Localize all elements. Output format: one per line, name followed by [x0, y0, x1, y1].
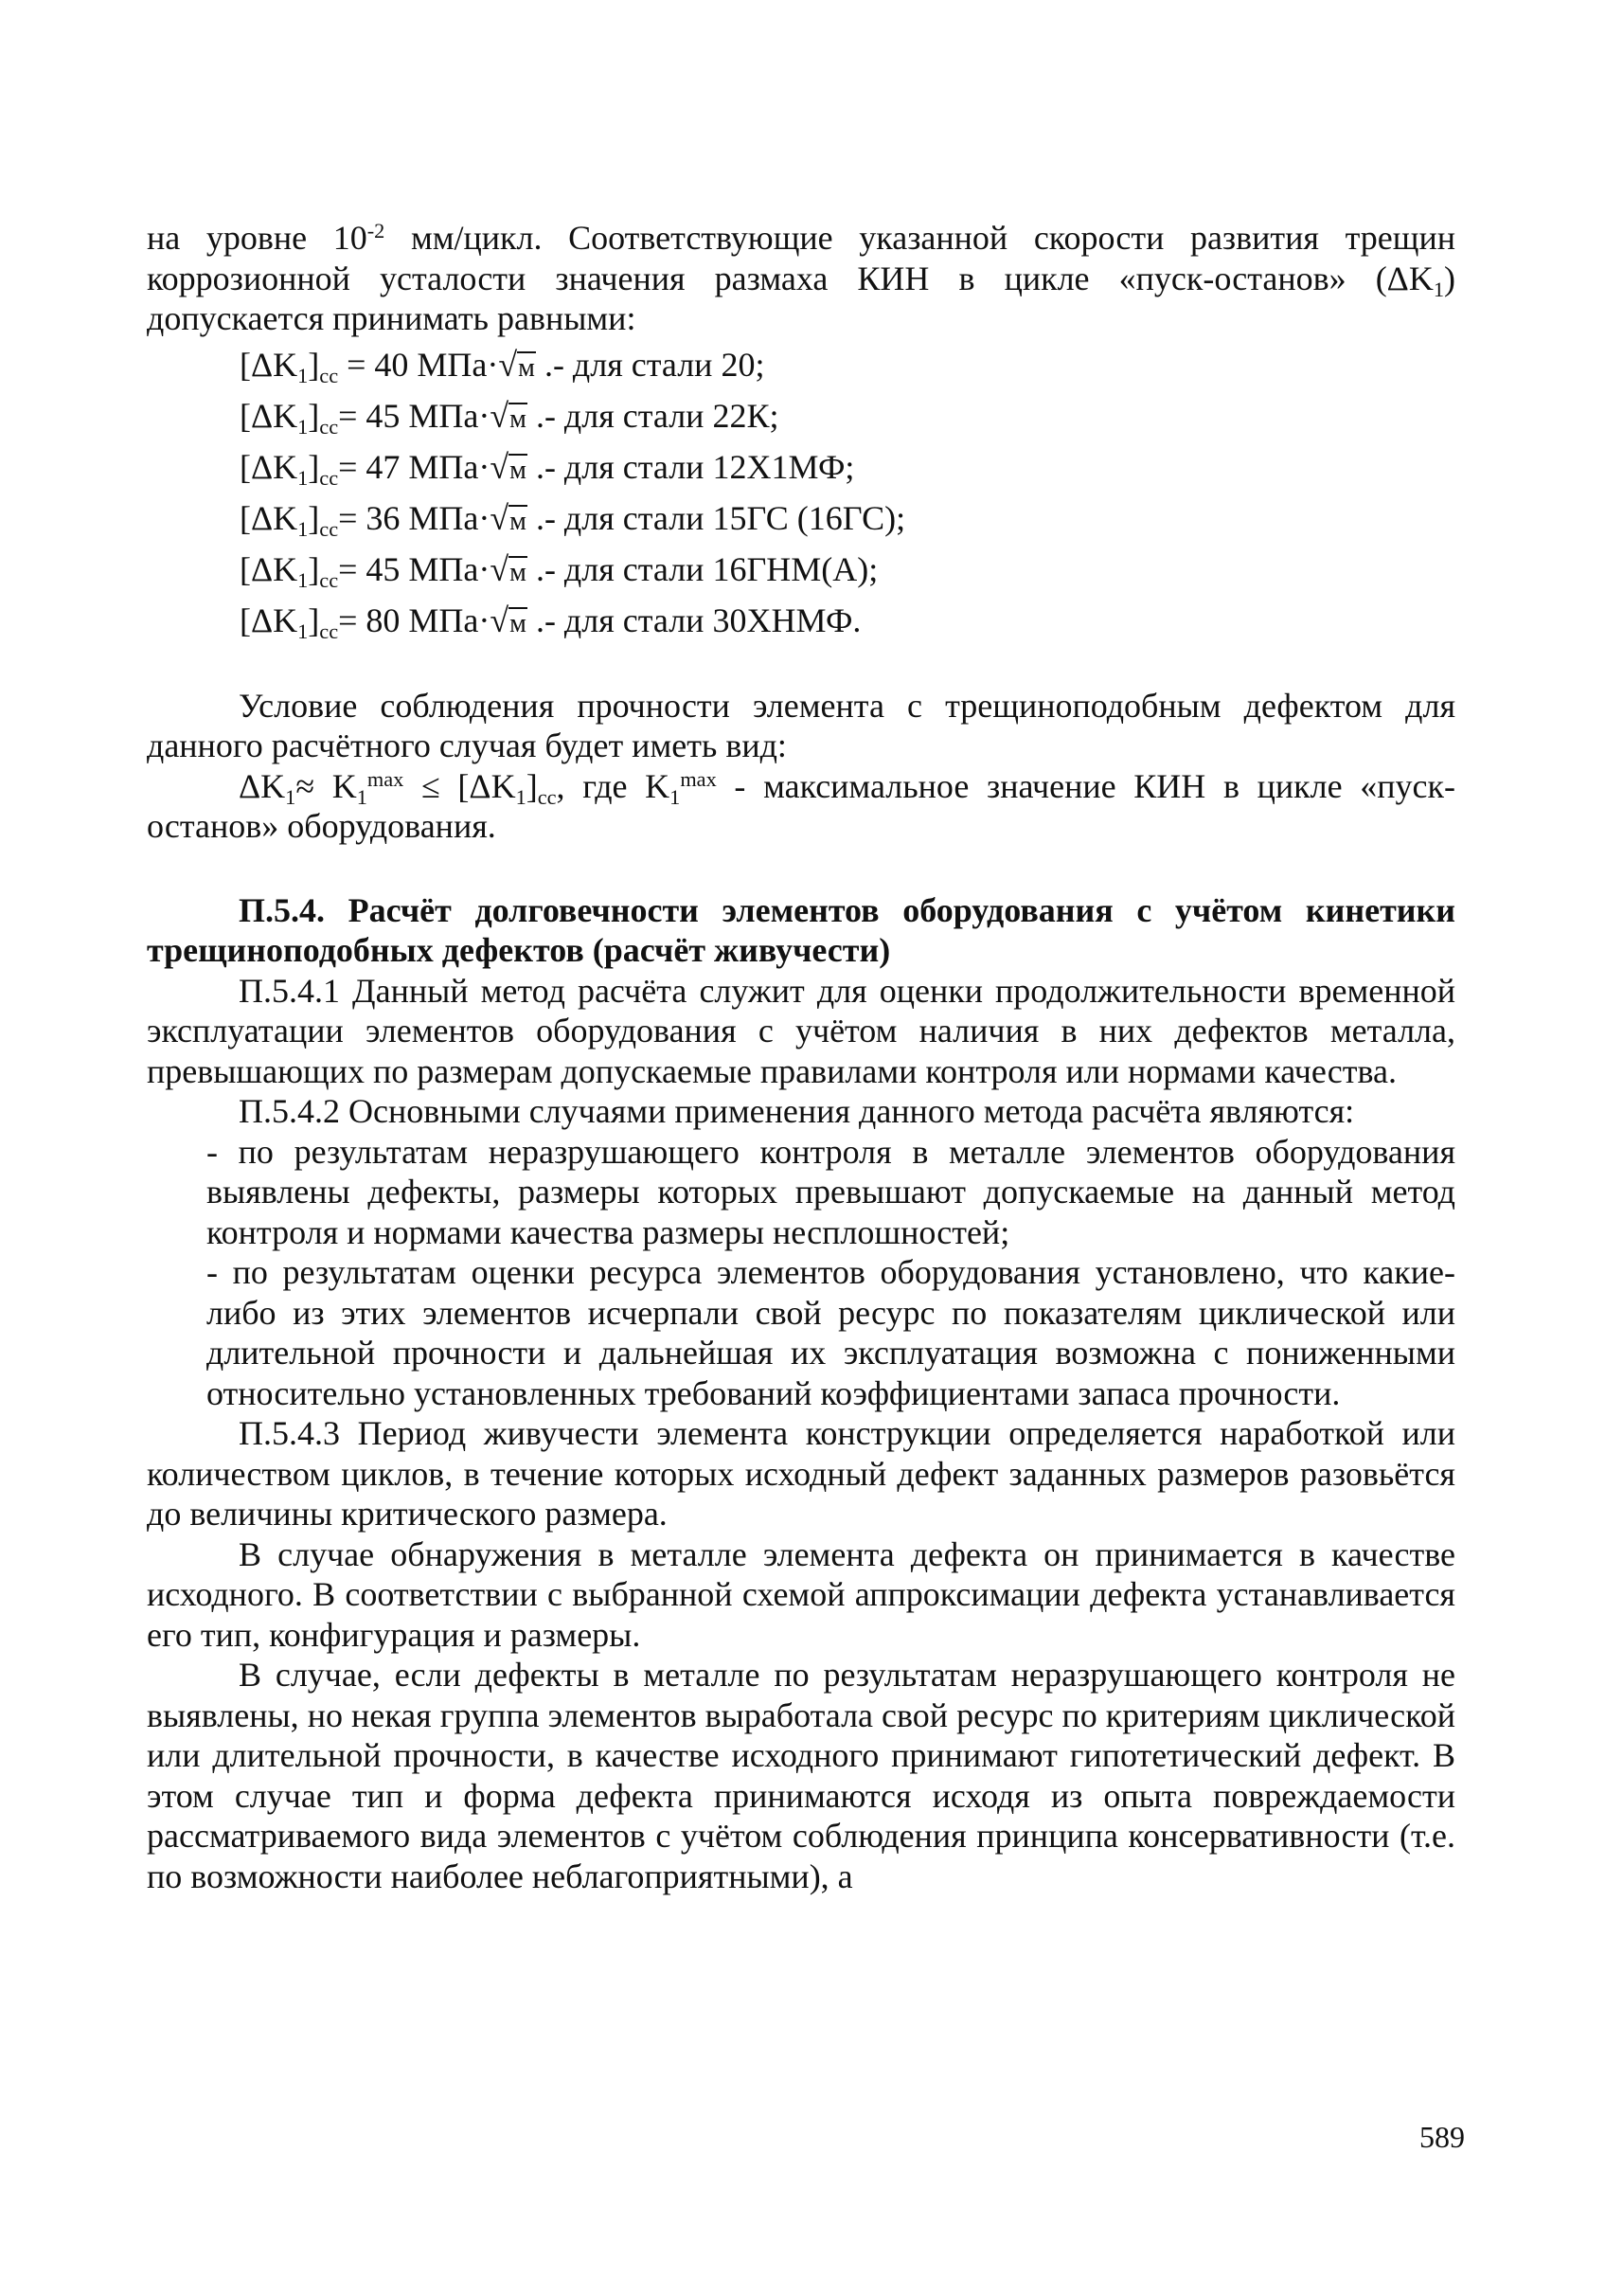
cond-rest: - максимальное значение КИН в цикле «пуск-останов» оборудования. [147, 766, 1456, 845]
formula-lhs: [ΔK [240, 345, 298, 384]
cond-where: , где K [556, 766, 670, 805]
cond-sub-cc: cc [537, 784, 557, 809]
paragraph-5-4-1: П.5.4.1 Данный метод расчёта служит для оценки продолжительности временной эксплуатации элементов оборудования с учётом наличия в них дефектов металла, превышающих по размерам допускаемые правилами контроля или нормами качества. [147, 971, 1455, 1090]
formula-steel: .- для стали 20; [535, 345, 765, 384]
sqrt-symbol: √м [490, 447, 526, 486]
formula-steel: .- для стали 22К; [526, 396, 779, 435]
formula-value: = 45 МПа· [338, 549, 490, 588]
page-body [147, 218, 1455, 1896]
formula-lhs: [ΔK [240, 549, 298, 588]
formula-sub-cc: cc [319, 619, 339, 643]
formula-sub-cc: cc [319, 465, 339, 490]
cond-sub: 1 [356, 784, 367, 809]
formula-steel: .- для стали 15ГС (16ГС); [526, 498, 906, 537]
formula-sub: 1 [297, 414, 309, 439]
sqrt-radicand: м [509, 506, 526, 536]
formula-bracket: ] [308, 447, 320, 486]
formula-line [240, 595, 1455, 646]
intro-paragraph [147, 218, 1455, 339]
sqrt-symbol: √м [490, 396, 526, 435]
paragraph-defect-not-detected: В случае, если дефекты в металле по результатам неразрушающего контроля не выявлены, но некая группа элементов выработала свой ресурс по критериям циклической или длительной прочности, в качестве исходного принимают гипотетический дефект. В этом случае тип и форма дефекта принимаются исходя из опыта повреждаемости рассматриваемого вида элементов с учётом соблюдения принципа консервативности (т.е. по возможности наиболее неблагоприятными), а [147, 1656, 1455, 1895]
formula-sub: 1 [297, 363, 309, 387]
formula-steel: .- для стали 30ХНМФ. [526, 601, 862, 639]
sqrt-symbol: √м [490, 549, 526, 588]
sqrt-symbol: √м [498, 345, 535, 384]
sqrt-symbol: √м [490, 498, 526, 537]
condition-formula [147, 766, 1455, 847]
formula-value: = 80 МПа· [338, 601, 490, 639]
formula-bracket: ] [308, 498, 320, 537]
formula-sub-cc: cc [319, 363, 339, 387]
formula-steel: .- для стали 16ГНМ(А); [526, 549, 879, 588]
formula-line [240, 544, 1455, 595]
intro-text: на уровне 10 [147, 219, 367, 257]
paragraph-5-4-2: П.5.4.2 Основными случаями применения данного метода расчёта являются: [239, 1092, 1355, 1130]
formula-value: = 36 МПа· [338, 498, 490, 537]
intro-exponent: -2 [366, 219, 385, 242]
cond-sub: 1 [285, 784, 296, 809]
cond-sub: 1 [515, 784, 526, 809]
sqrt-radicand: м [518, 352, 535, 383]
cond-sup: max [366, 766, 404, 791]
formula-sub: 1 [297, 516, 309, 541]
sqrt-radicand: м [509, 557, 526, 587]
sqrt-radicand: м [509, 608, 526, 638]
cond-approx: ≈ K [295, 766, 357, 805]
cond-dk: ΔK [239, 766, 286, 805]
formula-steel: .- для стали 12Х1МФ; [526, 447, 855, 486]
formula-sub-cc: cc [319, 414, 339, 439]
formula-sub: 1 [297, 567, 309, 592]
formula-value: = 45 МПа· [338, 396, 490, 435]
cond-sub: 1 [669, 784, 681, 809]
formula-lhs: [ΔK [240, 396, 298, 435]
sqrt-radicand: м [509, 455, 526, 485]
sqrt-symbol: √м [490, 601, 526, 639]
formula-sub-cc: cc [319, 567, 339, 592]
formula-sub: 1 [297, 619, 309, 643]
formula-lhs: [ΔK [240, 447, 298, 486]
threshold-formula-list [240, 339, 1455, 646]
formula-sub: 1 [297, 465, 309, 490]
formula-bracket: ] [308, 549, 320, 588]
formula-value: = 40 МПа· [338, 345, 499, 384]
formula-line [240, 493, 1455, 544]
formula-line [240, 339, 1455, 390]
dash-item-2: - по результатам оценки ресурса элементов оборудования установлено, что какие-либо из этих элементов исчерпали свой ресурс по показателям циклической или длительной прочности и дальнейшая их эксплуатация возможна с пониженными относительно установленных требований коэффициентами запаса прочности. [206, 1253, 1455, 1412]
condition-paragraph: Условие соблюдения прочности элемента с трещиноподобным дефектом для данного расчётного случая будет иметь вид: [147, 686, 1455, 764]
formula-sub-cc: cc [319, 516, 339, 541]
dash-item-1: - по результатам неразрушающего контроля в металле элементов оборудования выявлены дефекты, размеры которых превышают допускаемые на данный метод контроля и нормами качества размеры несплошностей; [206, 1132, 1455, 1251]
intro-text-end: ) допускается принимать равными: [147, 259, 1455, 337]
paragraph-defect-detected: В случае обнаружения в металле элемента дефекта он принимается в качестве исходного. В соответствии с выбранной схемой аппроксимации дефекта устанавливается его тип, конфигурация и размеры. [147, 1534, 1455, 1654]
formula-lhs: [ΔK [240, 498, 298, 537]
formula-bracket: ] [308, 345, 320, 384]
paragraph-5-4-3: П.5.4.3 Период живучести элемента конструкции определяется наработкой или количеством циклов, в течение которых исходный дефект заданных размеров разовьётся до величины критического размера. [147, 1414, 1455, 1533]
intro-subscript: 1 [1433, 277, 1444, 301]
cond-bracket: ] [526, 766, 538, 805]
formula-line [240, 390, 1455, 441]
formula-bracket: ] [308, 396, 320, 435]
intro-text-cont: мм/цикл. Соответствующие указанной скорости развития трещин коррозионной усталости значения размаха КИН в цикле «пуск-останов» (ΔK [147, 219, 1455, 297]
section-heading: П.5.4. Расчёт долговечности элементов оборудования с учётом кинетики трещиноподобных дефектов (расчёт живучести) [147, 890, 1455, 969]
cond-leq: ≤ [ΔK [403, 766, 516, 805]
cond-sup: max [680, 766, 717, 791]
formula-lhs: [ΔK [240, 601, 298, 639]
formula-value: = 47 МПа· [338, 447, 490, 486]
page-number: 589 [1419, 2120, 1465, 2154]
sqrt-radicand: м [509, 404, 526, 434]
formula-line [240, 441, 1455, 493]
formula-bracket: ] [308, 601, 320, 639]
